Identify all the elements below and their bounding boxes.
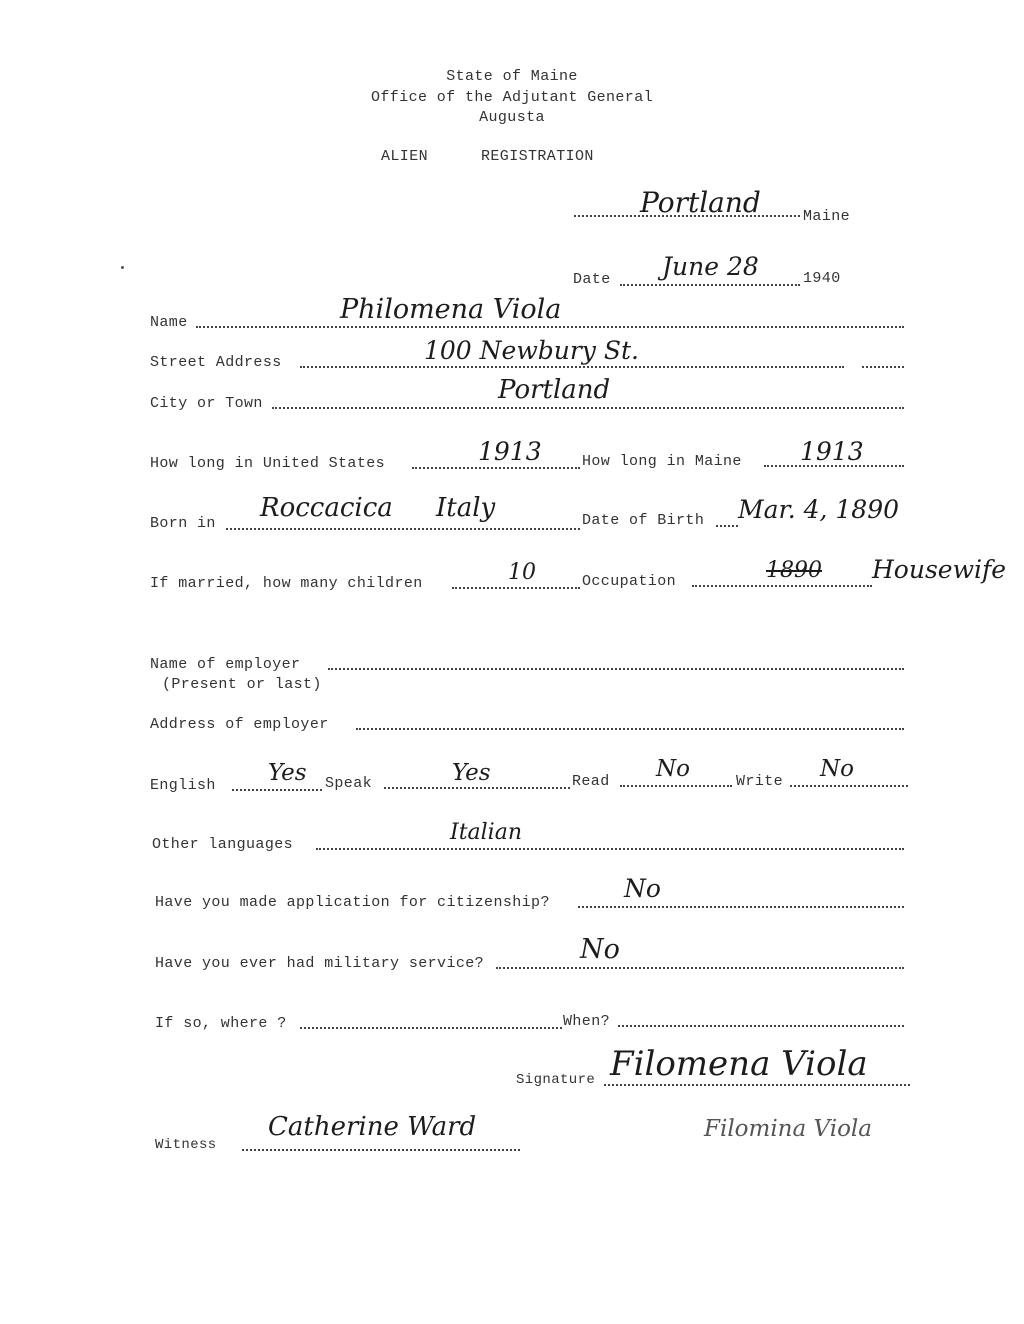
signature-dots <box>604 1084 910 1086</box>
street-dots <box>300 366 844 368</box>
employer-address-label: Address of employer <box>150 716 329 733</box>
pencil-note: Filomina Viola <box>704 1116 872 1142</box>
occupation-dots <box>692 585 872 587</box>
where-dots <box>300 1027 562 1029</box>
maine-years-value: 1913 <box>800 437 864 466</box>
maine-years-label: How long in Maine <box>582 453 742 470</box>
header-office: Office of the Adjutant General <box>370 89 654 106</box>
us-years-label: How long in United States <box>150 455 386 472</box>
read-label: Read <box>572 773 610 790</box>
born-place: Roccacica <box>260 493 393 523</box>
other-languages-value: Italian <box>450 820 523 845</box>
other-languages-label: Other languages <box>152 836 294 853</box>
dob-dots <box>716 525 738 527</box>
name-dots <box>196 326 904 328</box>
employer-dots <box>328 668 904 670</box>
occupation-value: Housewife <box>872 555 1007 584</box>
born-dots <box>226 528 580 530</box>
street-value: 100 Newbury St. <box>424 336 639 365</box>
header-city: Augusta <box>479 109 545 126</box>
occupation-crossed: 1890 <box>766 558 822 583</box>
military-value: No <box>580 934 620 965</box>
street-dots-tail <box>862 366 904 368</box>
employer-label: Name of employer <box>150 656 301 673</box>
place-value: Portland <box>640 186 761 219</box>
where-label: If so, where ? <box>155 1015 287 1032</box>
citizenship-label: Have you made application for citizenship? <box>155 894 550 911</box>
signature-label: Signature <box>516 1072 596 1088</box>
employer-address-dots <box>356 728 904 730</box>
signature-value: Filomena Viola <box>610 1044 868 1084</box>
military-label: Have you ever had military service? <box>155 955 485 972</box>
witness-label: Witness <box>155 1137 217 1153</box>
name-label: Name <box>150 314 188 331</box>
when-label: When? <box>563 1013 611 1030</box>
dob-label: Date of Birth <box>582 512 705 529</box>
title-registration: REGISTRATION <box>481 148 594 165</box>
witness-dots <box>242 1149 520 1151</box>
when-dots <box>618 1025 904 1027</box>
date-label: Date <box>573 271 611 288</box>
city-value: Portland <box>498 375 611 405</box>
children-label: If married, how many children <box>150 575 423 592</box>
children-value: 10 <box>508 560 536 585</box>
place-label: Maine <box>803 208 851 225</box>
speak-dots <box>384 787 570 789</box>
ink-speck <box>121 266 124 269</box>
read-dots <box>620 785 732 787</box>
citizenship-value: No <box>624 874 661 903</box>
dob-value: Mar. 4, 1890 <box>738 495 900 524</box>
speak-label: Speak <box>325 775 373 792</box>
occupation-label: Occupation <box>582 573 677 590</box>
read-value: No <box>656 756 690 782</box>
write-dots <box>790 785 908 787</box>
date-dots <box>620 284 800 286</box>
children-dots <box>452 587 580 589</box>
us-years-value: 1913 <box>478 437 542 466</box>
military-dots <box>496 967 904 969</box>
witness-value: Catherine Ward <box>268 1112 477 1142</box>
employer-sublabel: (Present or last) <box>162 676 322 693</box>
name-value: Philomena Viola <box>340 294 562 325</box>
city-dots <box>272 407 904 409</box>
us-years-dots <box>412 467 580 469</box>
city-label: City or Town <box>150 395 263 412</box>
speak-value: Yes <box>452 760 491 786</box>
header-state: State of Maine <box>446 68 578 85</box>
street-label: Street Address <box>150 354 282 371</box>
citizenship-dots <box>578 906 904 908</box>
date-value: June 28 <box>662 252 759 281</box>
write-label: Write <box>736 773 784 790</box>
title-alien: ALIEN <box>381 148 429 165</box>
english-value: Yes <box>268 760 307 786</box>
english-dots <box>232 789 322 791</box>
born-label: Born in <box>150 515 216 532</box>
other-languages-dots <box>316 848 904 850</box>
date-year: 1940 <box>803 270 841 287</box>
write-value: No <box>820 756 854 782</box>
born-country: Italy <box>436 493 496 523</box>
english-label: English <box>150 777 216 794</box>
